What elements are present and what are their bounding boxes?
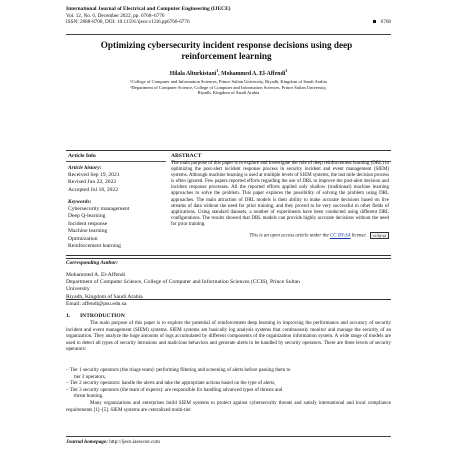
page-number bbox=[373, 19, 391, 25]
history-item: Accepted Jul 18, 2022 bbox=[68, 186, 119, 193]
page-number-text: 6768 bbox=[380, 19, 391, 25]
journal-volume: Vol. 12, No. 6, December 2022, pp. 6768~6776 bbox=[66, 12, 165, 19]
affiliation: ²Department of Computer Science, College of Computer and Information Sciences, Prince Sultan University, bbox=[130, 84, 327, 90]
corresponding-line: Mohammed A. El-Affendi bbox=[66, 272, 126, 278]
article-info-heading: Article Info bbox=[68, 153, 96, 159]
header-rule bbox=[66, 34, 391, 35]
corresponding-line: Email: affendi@psu.edu.sa bbox=[66, 300, 127, 307]
paper-title-line1: Optimizing cybersecurity incident response decisions using deep bbox=[100, 40, 353, 50]
license-link[interactable]: CC BY-SA bbox=[329, 233, 351, 239]
license-line bbox=[171, 232, 389, 239]
footer-rule bbox=[66, 436, 391, 437]
cc-license-badge-icon: cc by sa bbox=[370, 232, 389, 239]
info-divider bbox=[66, 161, 166, 162]
bullet-line-cont: threat hunting. bbox=[74, 393, 104, 400]
bullet-line: – Tier 3 security operators (the team of experts): are responsible for handling advanced types of threats and bbox=[66, 386, 283, 393]
intro-bullet bbox=[66, 367, 391, 380]
journal-homepage bbox=[66, 439, 160, 445]
author-name: Mohammed A. El-Affendi bbox=[221, 70, 286, 77]
bullet-line: – Tier 1 security operators (the triage team): performing filtering and screening of alerts before passing them to bbox=[66, 367, 291, 373]
section-heading: 1. INTRODUCTION bbox=[66, 313, 125, 319]
history-item: Revised Jun 22, 2022 bbox=[68, 179, 117, 186]
corresponding-details bbox=[66, 272, 366, 308]
affiliation: ¹College of Computer and Information Sciences, Prince Sultan University, Riyadh, Kingdom of Saudi Arabia bbox=[130, 79, 327, 84]
corresponding-label: Corresponding Author: bbox=[66, 260, 119, 266]
bullet-line: – Tier 2 security operators: handle the alerts and take the appropriate actions based on the type of alerts, bbox=[66, 380, 276, 387]
keyword-item: Cybersecurity management bbox=[68, 206, 130, 212]
corresponding-line: University bbox=[66, 286, 90, 293]
history-label: Article history: bbox=[68, 165, 102, 171]
author-sup: 1 bbox=[216, 69, 219, 73]
author-name: Hilala Alturkistani bbox=[169, 70, 217, 77]
keyword-item: Machine learning bbox=[68, 228, 108, 235]
homepage-label: Journal homepage: bbox=[66, 439, 108, 445]
license-end: license. bbox=[351, 233, 367, 239]
author-list: Hilala Alturkistani$^1$, Mohammed A. El-Affendi$^2$ bbox=[169, 69, 288, 77]
license-text: This is an open access article under the bbox=[249, 233, 329, 239]
author-sup: 2 bbox=[285, 69, 288, 73]
paper-title bbox=[40, 40, 413, 62]
intro-bullet bbox=[66, 380, 391, 387]
journal-header bbox=[66, 6, 391, 26]
keyword-item: Reinforcement learning bbox=[68, 243, 121, 249]
keyword-item: Deep Q-learning bbox=[68, 213, 106, 220]
affiliation: Riyadh, Kingdom of Saudi Arabia bbox=[197, 90, 260, 95]
journal-name: International Journal of Electrical and Computer Engineering (IJECE) bbox=[66, 6, 231, 12]
intro-bullet bbox=[66, 387, 391, 400]
corresponding-line: Department of Computer Science, College of Computer and Information Sciences (CCIS), Prince Sultan bbox=[66, 279, 300, 286]
paper-title-line2: reinforcement learning bbox=[181, 51, 272, 61]
issn-row bbox=[66, 19, 391, 26]
history-item: Received Sep 19, 2021 bbox=[68, 172, 120, 178]
keywords-label: Keywords: bbox=[68, 199, 92, 205]
abstract-text: The main purpose of this paper is to explore and investigate the role of deep reinforcement learning (DRL) in optimizing the post-alert incident response process in security incident and event management (SIEM) systems. Although machine learning is used at multiple levels of SIEM systems, the last mile decision process is often ignored. Few papers reported efforts regarding the use of DRL to improve the post-alert decision and incident response processes. All the reported efforts applied only shallow (traditional) machine learning approaches to solve the problem. This paper explores the possibility of solving the problem using DRL approaches. The main attraction of DRL models is their ability to make accurate decisions based on live streams of data without the need for prior training, and they proved to be very successful in other fields of applications. Using standard datasets, a number of experiments have been conducted using different DRL configurations. The results showed that DRL models can provide highly accurate decisions without the need for prior training. bbox=[171, 161, 389, 227]
intro-paragraph: Many organizations and enterprises build SIEM systems to protect against cybersecurity threats and satisfy international and local compliance requirements [1]–[5]. SIEM systems are centralized multi-tier bbox=[66, 400, 391, 413]
square-bullet-icon bbox=[373, 20, 376, 23]
homepage-url[interactable]: http://ijece.iaescore.com bbox=[109, 439, 160, 445]
intro-paragraph: The main purpose of this paper is to explore the potential of reinforcement deep learning in improving the performance and accuracy of security incident and event management (SIEM) systems. SIEM systems are basically log analysis systems that continuously monitor and manage the security of an organization. They analyze the huge amounts of logs accumulated by different components of the organization information system. A wide range of models are used to detect all types of security intrusions and malicious behaviors and generate alerts to be handled by security operators. There are three levels of security operators: bbox=[66, 320, 391, 353]
corresponding-line: Riyadh, Kingdom of Saudi Arabia bbox=[66, 293, 143, 300]
keyword-item: Optimization bbox=[68, 235, 98, 242]
keyword-item: Incident response bbox=[68, 220, 108, 227]
abstract-heading: ABSTRACT bbox=[171, 153, 202, 159]
bullet-line-cont: tier 2 operators, bbox=[74, 373, 106, 380]
journal-issn: ISSN: 2088-8708, DOI: 10.11591/ijece.v12i6.pp6768-6776 bbox=[66, 19, 190, 25]
